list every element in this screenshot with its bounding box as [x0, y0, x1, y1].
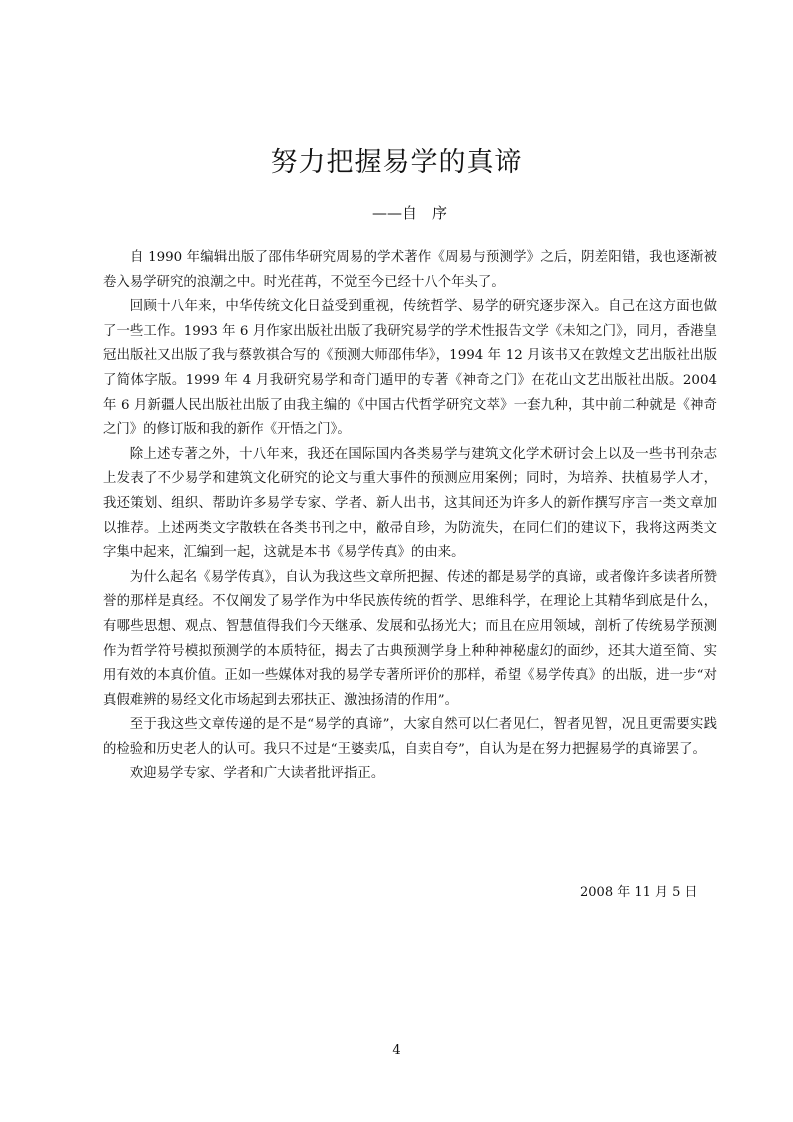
page-title: 努力把握易学的真谛 [270, 147, 523, 178]
paragraph-text: 为什么起名《易学传真》，自认为我这些文章所把握、传述的都是易学的真谛，或者像许多读者所赞誉的那样是真经。不仅阐发了易学作为中华民族传统的哲学、思维科学，在理论上其精华到底是什么，有哪些思想、观点、智慧值得我们今天继承、发展和弘扬光大；而且在应用领域，剖析了传统易学预测作为哲学符号模拟预测学的本质特征，揭去了古典预测学身上种种神秘虚幻的面纱，还其大道至简、实用有效的本真价值。正如一些媒体对我的易学专著所评价的那样，希望《易学传真》的出版，进一步“对真假难辨的易经文化市场起到去邪扶正、激浊扬清的作用”。 [103, 569, 717, 708]
body-text [103, 246, 717, 787]
paragraph-text: 除上述专著之外，十八年来，我还在国际国内各类易学与建筑文化学术研讨会上以及一些书刊杂志上发表了不少易学和建筑文化研究的论文与重大事件的预测应用案例；同时，为培养、扶植易学人才，我还策划、组织、帮助许多易学专家、学者、新人出书，这其间还为许多人的新作撰写序言一类文章加以推荐。上述两类文字散轶在各类书刊之中，敝帚自珍，为防流失，在同仁们的建议下，我将这两类文字集中起来，汇编到一起，这就是本书《易学传真》的由来。 [103, 446, 717, 561]
paragraph [103, 566, 717, 714]
page-number: 4 [392, 1043, 401, 1058]
date-signature: 2008 年 11 月 5 日 [580, 885, 698, 900]
paragraph [103, 246, 717, 295]
paragraph-text: 自 1990 年编辑出版了邵伟华研究周易的学术著作《周易与预测学》之后，阴差阳错，我也逐渐被卷入易学研究的浪潮之中。时光荏苒，不觉至今已经十八个年头了。 [103, 250, 717, 290]
subtitle: ——自 序 [372, 204, 448, 222]
paragraph [103, 443, 717, 566]
paragraph [103, 762, 717, 787]
paragraph-text: 欢迎易学专家、学者和广大读者批评指正。 [129, 766, 385, 782]
paragraph-text: 至于我这些文章传递的是不是“易学的真谛”，大家自然可以仁者见仁，智者见智，况且更需要实践的检验和历史老人的认可。我只不过是“王婆卖瓜，自卖自夸”，自认为是在努力把握易学的真谛罢了。 [103, 717, 717, 757]
paragraph-text: 回顾十八年来，中华传统文化日益受到重视，传统哲学、易学的研究逐步深入。自己在这方面也做了一些工作。1993 年 6 月作家出版社出版了我研究易学的学术性报告文学《未知之门》，同月，香港皇冠出版社又出版了我与蔡敦祺合写的《预测大师邵伟华》，1994 年 12 月该书又在敦煌文艺出版社出版了简体字版。1999 年 4 月我研究易学和奇门遁甲的专著《神奇之门》在花山文艺出版社出版。2004 年 6 月新疆人民出版社出版了由我主编的《中国古代哲学研究文萃》一套九种，其中前二种就是《神奇之门》的修订版和我的新作《开悟之门》。 [103, 299, 717, 438]
paragraph [103, 295, 717, 443]
paragraph [103, 713, 717, 762]
